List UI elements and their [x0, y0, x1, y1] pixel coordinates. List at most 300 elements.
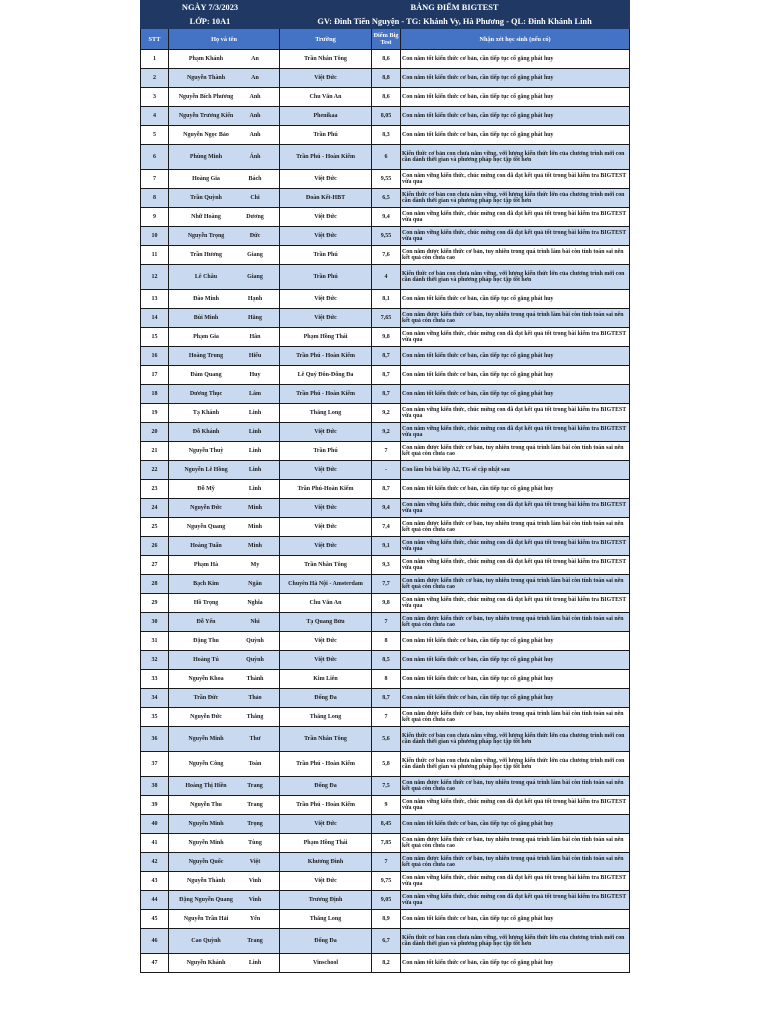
student-first-name: Nghĩa — [247, 599, 263, 606]
teacher-comment: Kiến thức cơ bản con chưa nắm vững, với lượng kiến thức lớn của chương trình mới con cần dành thời gian và phương pháp học tập tốt hơn — [401, 265, 630, 290]
bigtest-score: 8,6 — [372, 50, 401, 69]
student-first-name: My — [250, 561, 260, 568]
bigtest-score: 8,5 — [372, 651, 401, 670]
table-row — [141, 796, 630, 815]
row-number: 5 — [141, 126, 169, 145]
school-name: Trương Định — [280, 891, 372, 910]
teacher-comment: Con nắm được kiến thức cơ bản, tuy nhiên trong quá trình làm bài còn tính toán sai nên kết quả còn chưa cao — [401, 442, 630, 461]
row-number: 24 — [141, 499, 169, 518]
row-number: 42 — [141, 853, 169, 872]
table-row — [141, 145, 630, 170]
school-name: Việt Đức — [280, 423, 372, 442]
report-date: NGÀY 7/3/2023 — [141, 1, 280, 15]
student-name — [169, 69, 280, 88]
student-last-name: Hoàng Trung — [188, 352, 224, 359]
student-last-name: Hoàng Tuấn — [190, 542, 222, 549]
row-number: 18 — [141, 385, 169, 404]
teacher-comment: Con nắm tốt kiến thức cơ bản, cần tiếp tục cố gắng phát huy — [401, 815, 630, 834]
teacher-comment: Con nắm vững kiến thức, chúc mừng con đã đạt kết quả tốt trong bài kiểm tra BIGTEST vừa qua — [401, 227, 630, 246]
school-name: Việt Đức — [280, 208, 372, 227]
row-number: 46 — [141, 929, 169, 954]
table-row — [141, 423, 630, 442]
bigtest-score: 7,4 — [372, 518, 401, 537]
col-stt: STT — [141, 29, 169, 50]
student-name — [169, 227, 280, 246]
school-name: Việt Đức — [280, 290, 372, 309]
school-name: Trần Phú — [280, 126, 372, 145]
table-body — [141, 50, 630, 973]
table-row — [141, 954, 630, 973]
school-name: Thăng Long — [280, 708, 372, 727]
row-number: 2 — [141, 69, 169, 88]
class-label: LỚP: 10A1 — [141, 15, 280, 29]
student-first-name: Lâm — [249, 390, 262, 397]
student-first-name: Trọng — [247, 820, 263, 827]
table-row — [141, 929, 630, 954]
table-row — [141, 107, 630, 126]
student-first-name: Nhi — [250, 618, 260, 625]
student-last-name: Nhữ Hoàng — [191, 213, 221, 220]
table-row — [141, 632, 630, 651]
teacher-comment: Kiến thức cơ bản con chưa nắm vững, với lượng kiến thức lớn của chương trình mới con cần dành thời gian và phương pháp học tập tốt hơn — [401, 929, 630, 954]
student-name — [169, 537, 280, 556]
bigtest-score: 7,6 — [372, 246, 401, 265]
student-last-name: Đỗ Khánh — [192, 428, 220, 435]
student-last-name: Cao Quỳnh — [191, 937, 221, 944]
student-last-name: Đỗ Mỹ — [197, 485, 215, 492]
teacher-comment: Con nắm vững kiến thức, chúc mừng con đã đạt kết quả tốt trong bài kiểm tra BIGTEST vừa qua — [401, 891, 630, 910]
teacher-comment: Con nắm tốt kiến thức cơ bản, cần tiếp tục cố gắng phát huy — [401, 366, 630, 385]
row-number: 41 — [141, 834, 169, 853]
bigtest-score: 6 — [372, 145, 401, 170]
student-last-name: Nguyễn Thành — [186, 877, 226, 884]
student-last-name: Nguyễn Minh — [188, 820, 224, 827]
row-number: 8 — [141, 189, 169, 208]
table-row — [141, 208, 630, 227]
school-name: Việt Đức — [280, 309, 372, 328]
col-school: Trường — [280, 29, 372, 50]
table-row — [141, 910, 630, 929]
student-name — [169, 480, 280, 499]
bigtest-score: 9,4 — [372, 499, 401, 518]
school-name: Việt Đức — [280, 872, 372, 891]
row-number: 23 — [141, 480, 169, 499]
student-first-name: Thảo — [248, 694, 262, 701]
student-first-name: Vinh — [248, 877, 262, 884]
student-last-name: Nguyễn Khoa — [188, 675, 224, 682]
row-number: 3 — [141, 88, 169, 107]
student-name — [169, 777, 280, 796]
student-last-name: Trần Quỳnh — [190, 194, 222, 201]
teacher-comment: Con nắm tốt kiến thức cơ bản, cần tiếp tục cố gắng phát huy — [401, 69, 630, 88]
student-name — [169, 954, 280, 973]
student-name — [169, 796, 280, 815]
row-number: 6 — [141, 145, 169, 170]
school-name: Việt Đức — [280, 69, 372, 88]
student-first-name: Dương — [246, 213, 264, 220]
student-first-name: Anh — [249, 131, 261, 138]
row-number: 37 — [141, 752, 169, 777]
row-number: 31 — [141, 632, 169, 651]
teacher-comment: Con nắm tốt kiến thức cơ bản, cần tiếp tục cố gắng phát huy — [401, 632, 630, 651]
student-name — [169, 708, 280, 727]
row-number: 40 — [141, 815, 169, 834]
row-number: 29 — [141, 594, 169, 613]
bigtest-score: 8,7 — [372, 366, 401, 385]
student-last-name: Nguyễn Trương Kiến — [178, 112, 234, 119]
school-name: Trần Phú — [280, 442, 372, 461]
student-first-name: Linh — [248, 409, 262, 416]
row-number: 17 — [141, 366, 169, 385]
bigtest-score: 8,05 — [372, 107, 401, 126]
student-name — [169, 290, 280, 309]
student-last-name: Phùng Minh — [189, 153, 223, 160]
student-last-name: Nguyễn Trần Hải — [183, 915, 229, 922]
student-name — [169, 385, 280, 404]
bigtest-score: 8,3 — [372, 126, 401, 145]
bigtest-score: 9,3 — [372, 556, 401, 575]
bigtest-score: 8,9 — [372, 910, 401, 929]
table-row — [141, 834, 630, 853]
student-last-name: Đỗ Yến — [196, 618, 216, 625]
student-name — [169, 461, 280, 480]
bigtest-score: 7,7 — [372, 575, 401, 594]
student-name — [169, 575, 280, 594]
student-name — [169, 347, 280, 366]
student-first-name: Thành — [246, 675, 264, 682]
bigtest-score: 9,4 — [372, 208, 401, 227]
student-first-name: Hiếu — [248, 352, 262, 359]
student-last-name: Đào Minh — [193, 295, 219, 302]
table-row — [141, 537, 630, 556]
school-name: Việt Đức — [280, 461, 372, 480]
student-first-name: Trang — [247, 782, 263, 789]
student-last-name: Phạm Hà — [193, 561, 219, 568]
bigtest-score: - — [372, 461, 401, 480]
student-last-name: Nguyễn Quốc — [188, 858, 224, 865]
school-name: Việt Đức — [280, 815, 372, 834]
table-row — [141, 670, 630, 689]
table-row — [141, 777, 630, 796]
teacher-comment: Con nắm tốt kiến thức cơ bản, cần tiếp tục cố gắng phát huy — [401, 50, 630, 69]
teacher-comment: Con nắm tốt kiến thức cơ bản, cần tiếp tục cố gắng phát huy — [401, 954, 630, 973]
student-name — [169, 442, 280, 461]
student-first-name: Ánh — [249, 153, 261, 160]
table-row — [141, 170, 630, 189]
row-number: 1 — [141, 50, 169, 69]
bigtest-score: 6,7 — [372, 929, 401, 954]
student-name — [169, 727, 280, 752]
table-row — [141, 815, 630, 834]
teacher-comment: Con nắm vững kiến thức, chúc mừng con đã đạt kết quả tốt trong bài kiểm tra BIGTEST vừa qua — [401, 796, 630, 815]
table-row — [141, 872, 630, 891]
student-first-name: Hạnh — [247, 295, 263, 302]
bigtest-score: 8,8 — [372, 69, 401, 88]
student-first-name: Linh — [248, 959, 262, 966]
teacher-comment: Con nắm được kiến thức cơ bản, tuy nhiên trong quá trình làm bài còn tính toán sai nên kết quả còn chưa cao — [401, 708, 630, 727]
student-first-name: Minh — [248, 523, 263, 530]
teacher-comment: Kiến thức cơ bản con chưa nắm vững, với lượng kiến thức lớn của chương trình mới con cần dành thời gian và phương pháp học tập tốt hơn — [401, 145, 630, 170]
bigtest-score: 9,8 — [372, 328, 401, 347]
student-name — [169, 126, 280, 145]
teacher-comment: Kiến thức cơ bản con chưa nắm vững, với lượng kiến thức lớn của chương trình mới con cần dành thời gian và phương pháp học tập tốt hơn — [401, 727, 630, 752]
student-first-name: Linh — [248, 466, 262, 473]
row-number: 14 — [141, 309, 169, 328]
table-row — [141, 88, 630, 107]
student-first-name: Thắng — [246, 713, 264, 720]
teacher-comment: Con nắm tốt kiến thức cơ bản, cần tiếp tục cố gắng phát huy — [401, 290, 630, 309]
student-first-name: Ngân — [248, 580, 262, 587]
student-last-name: Bùi Minh — [193, 314, 219, 321]
table-row — [141, 518, 630, 537]
student-first-name: Đức — [249, 232, 261, 239]
table-row — [141, 265, 630, 290]
bigtest-score: 8,7 — [372, 347, 401, 366]
student-name — [169, 872, 280, 891]
row-number: 38 — [141, 777, 169, 796]
row-number: 26 — [141, 537, 169, 556]
table-row — [141, 480, 630, 499]
student-first-name: Linh — [248, 485, 262, 492]
table-row — [141, 189, 630, 208]
student-last-name: Nguyễn Thu — [190, 801, 222, 808]
row-number: 10 — [141, 227, 169, 246]
student-first-name: Giang — [247, 251, 263, 258]
table-row — [141, 708, 630, 727]
student-last-name: Hồ Trọng — [193, 599, 219, 606]
student-last-name: Bạch Kim — [193, 580, 219, 587]
row-number: 34 — [141, 689, 169, 708]
table-row — [141, 613, 630, 632]
bigtest-score: 7,5 — [372, 777, 401, 796]
row-number: 16 — [141, 347, 169, 366]
school-name: Việt Đức — [280, 170, 372, 189]
school-name: Trần Nhân Tông — [280, 727, 372, 752]
student-last-name: Nguyễn Thành — [186, 74, 226, 81]
school-name: Việt Đức — [280, 632, 372, 651]
student-name — [169, 910, 280, 929]
teacher-comment: Con nắm vững kiến thức, chúc mừng con đã đạt kết quả tốt trong bài kiểm tra BIGTEST vừa qua — [401, 404, 630, 423]
bigtest-score: 9,55 — [372, 227, 401, 246]
school-name: Trần Phú - Hoàn Kiếm — [280, 752, 372, 777]
student-name — [169, 107, 280, 126]
student-name — [169, 88, 280, 107]
student-last-name: Nguyễn Minh — [188, 735, 224, 742]
student-name — [169, 50, 280, 69]
teacher-comment: Con nắm tốt kiến thức cơ bản, cần tiếp tục cố gắng phát huy — [401, 126, 630, 145]
bigtest-score: 8,6 — [372, 88, 401, 107]
student-last-name: Đặng Nguyễn Quang — [179, 896, 233, 903]
table-row — [141, 347, 630, 366]
student-name — [169, 145, 280, 170]
student-last-name: Nguyễn Trọng — [187, 232, 225, 239]
bigtest-score: 8 — [372, 670, 401, 689]
student-last-name: Nguyễn Bích Phương — [178, 93, 234, 100]
row-number: 27 — [141, 556, 169, 575]
bigtest-score: 7 — [372, 708, 401, 727]
student-name — [169, 752, 280, 777]
staff-line: GV: Đinh Tiến Nguyện - TG: Khánh Vy, Hà Phương - QL: Đinh Khánh Linh — [280, 15, 630, 29]
table-row — [141, 442, 630, 461]
col-score: Điểm Big Test — [372, 29, 401, 50]
bigtest-score: 9,8 — [372, 594, 401, 613]
teacher-comment: Con nắm được kiến thức cơ bản, tuy nhiên trong quá trình làm bài còn tính toán sai nên kết quả còn chưa cao — [401, 613, 630, 632]
row-number: 30 — [141, 613, 169, 632]
student-first-name: Quỳnh — [246, 656, 264, 663]
student-last-name: Trần Đức — [193, 694, 219, 701]
table-row — [141, 246, 630, 265]
student-first-name: Chi — [250, 194, 260, 201]
school-name: Trần Phú - Hoàn Kiếm — [280, 347, 372, 366]
bigtest-score: 8 — [372, 632, 401, 651]
bigtest-score: 8,1 — [372, 290, 401, 309]
student-first-name: Minh — [248, 504, 263, 511]
student-first-name: Trang — [247, 801, 263, 808]
student-last-name: Nguyễn Thuỳ — [188, 447, 224, 454]
student-name — [169, 651, 280, 670]
bigtest-score: 9,05 — [372, 891, 401, 910]
student-name — [169, 246, 280, 265]
table-row — [141, 499, 630, 518]
row-number: 25 — [141, 518, 169, 537]
student-name — [169, 499, 280, 518]
teacher-comment: Con nắm vững kiến thức, chúc mừng con đã đạt kết quả tốt trong bài kiểm tra BIGTEST vừa qua — [401, 872, 630, 891]
row-number: 43 — [141, 872, 169, 891]
student-name — [169, 613, 280, 632]
student-first-name: Bách — [248, 175, 262, 182]
student-last-name: Trần Hương — [190, 251, 222, 258]
col-comment: Nhận xét học sinh (nếu có) — [401, 29, 630, 50]
student-name — [169, 208, 280, 227]
teacher-comment: Kiến thức cơ bản con chưa nắm vững, với lượng kiến thức lớn của chương trình mới con cần dành thời gian và phương pháp học tập tốt hơn — [401, 189, 630, 208]
table-row — [141, 891, 630, 910]
banner-row-2 — [141, 15, 630, 29]
bigtest-score: 9 — [372, 796, 401, 815]
student-first-name: Hằng — [248, 314, 263, 321]
row-number: 44 — [141, 891, 169, 910]
student-name — [169, 423, 280, 442]
row-number: 36 — [141, 727, 169, 752]
teacher-comment: Con nắm tốt kiến thức cơ bản, cần tiếp tục cố gắng phát huy — [401, 347, 630, 366]
teacher-comment: Con nắm được kiến thức cơ bản, tuy nhiên trong quá trình làm bài còn tính toán sai nên kết quả còn chưa cao — [401, 309, 630, 328]
school-name: Trần Nhân Tông — [280, 556, 372, 575]
row-number: 19 — [141, 404, 169, 423]
bigtest-score: 8,7 — [372, 480, 401, 499]
student-first-name: Quỳnh — [246, 637, 264, 644]
student-last-name: Lê Châu — [194, 273, 218, 280]
student-last-name: Nguyễn Quang — [186, 523, 226, 530]
school-name: Kim Liên — [280, 670, 372, 689]
row-number: 32 — [141, 651, 169, 670]
student-last-name: Đàm Quang — [190, 371, 222, 378]
student-first-name: Huy — [249, 371, 261, 378]
bigtest-score: 9,2 — [372, 404, 401, 423]
bigtest-score: 8,7 — [372, 689, 401, 708]
table-row — [141, 290, 630, 309]
school-name: Chu Văn An — [280, 594, 372, 613]
school-name: Trần Nhân Tông — [280, 50, 372, 69]
score-table — [140, 0, 630, 973]
teacher-comment: Con nắm tốt kiến thức cơ bản, cần tiếp tục cố gắng phát huy — [401, 480, 630, 499]
school-name: Đống Đa — [280, 929, 372, 954]
student-name — [169, 265, 280, 290]
table-row — [141, 385, 630, 404]
school-name: Vinschool — [280, 954, 372, 973]
teacher-comment: Con nắm vững kiến thức, chúc mừng con đã đạt kết quả tốt trong bài kiểm tra BIGTEST vừa qua — [401, 594, 630, 613]
bigtest-score: 7 — [372, 853, 401, 872]
table-row — [141, 126, 630, 145]
teacher-comment: Con nắm tốt kiến thức cơ bản, cần tiếp tục cố gắng phát huy — [401, 88, 630, 107]
student-last-name: Tạ Khánh — [192, 409, 220, 416]
teacher-comment: Con nắm tốt kiến thức cơ bản, cần tiếp tục cố gắng phát huy — [401, 670, 630, 689]
school-name: Đống Đa — [280, 689, 372, 708]
student-last-name: Nguyễn Khánh — [186, 959, 226, 966]
table-row — [141, 752, 630, 777]
row-number: 22 — [141, 461, 169, 480]
school-name: Việt Đức — [280, 537, 372, 556]
school-name: Trần Phú — [280, 246, 372, 265]
row-number: 21 — [141, 442, 169, 461]
table-row — [141, 461, 630, 480]
school-name: Trần Phú - Hoàn Kiếm — [280, 796, 372, 815]
table-row — [141, 404, 630, 423]
bigtest-score: 5,8 — [372, 752, 401, 777]
teacher-comment: Con nắm vững kiến thức, chúc mừng con đã đạt kết quả tốt trong bài kiểm tra BIGTEST vừa qua — [401, 537, 630, 556]
table-row — [141, 50, 630, 69]
teacher-comment: Con làm bù bài lớp A2, TG sẽ cập nhật sau — [401, 461, 630, 480]
table-row — [141, 853, 630, 872]
student-name — [169, 853, 280, 872]
row-number: 39 — [141, 796, 169, 815]
school-name: Việt Đức — [280, 227, 372, 246]
row-number: 15 — [141, 328, 169, 347]
school-name: Trần Phú - Hoàn Kiếm — [280, 385, 372, 404]
student-name — [169, 328, 280, 347]
column-header-row — [141, 29, 630, 50]
student-first-name: Yến — [249, 915, 261, 922]
teacher-comment: Con nắm vững kiến thức, chúc mừng con đã đạt kết quả tốt trong bài kiểm tra BIGTEST vừa qua — [401, 328, 630, 347]
student-name — [169, 518, 280, 537]
row-number: 35 — [141, 708, 169, 727]
school-name: Tạ Quang Bửu — [280, 613, 372, 632]
row-number: 13 — [141, 290, 169, 309]
student-first-name: Vinh — [248, 896, 262, 903]
row-number: 4 — [141, 107, 169, 126]
student-first-name: Anh — [249, 93, 261, 100]
student-last-name: Đặng Thu — [193, 637, 219, 644]
teacher-comment: Con nắm được kiến thức cơ bản, tuy nhiên trong quá trình làm bài còn tính toán sai nên kết quả còn chưa cao — [401, 518, 630, 537]
school-name: Thăng Long — [280, 910, 372, 929]
teacher-comment: Con nắm vững kiến thức, chúc mừng con đã đạt kết quả tốt trong bài kiểm tra BIGTEST vừa qua — [401, 423, 630, 442]
student-name — [169, 594, 280, 613]
report-title: BẢNG ĐIỂM BIGTEST — [280, 1, 630, 15]
student-last-name: Nguyễn Ngọc Bảo — [183, 131, 229, 138]
student-first-name: Tùng — [248, 839, 262, 846]
bigtest-score: 9,1 — [372, 537, 401, 556]
student-name — [169, 170, 280, 189]
bigtest-score: 7,85 — [372, 834, 401, 853]
school-name: Việt Đức — [280, 651, 372, 670]
score-sheet — [140, 0, 629, 973]
teacher-comment: Con nắm được kiến thức cơ bản, tuy nhiên trong quá trình làm bài còn tính toán sai nên kết quả còn chưa cao — [401, 834, 630, 853]
student-name — [169, 891, 280, 910]
student-first-name: Linh — [248, 447, 262, 454]
teacher-comment: Con nắm được kiến thức cơ bản, tuy nhiên trong quá trình làm bài còn tính toán sai nên kết quả còn chưa cao — [401, 853, 630, 872]
student-last-name: Hoàng Thị Hiền — [185, 782, 227, 789]
row-number: 7 — [141, 170, 169, 189]
school-name: Lê Quý Đôn-Đống Đa — [280, 366, 372, 385]
school-name: Thăng Long — [280, 404, 372, 423]
